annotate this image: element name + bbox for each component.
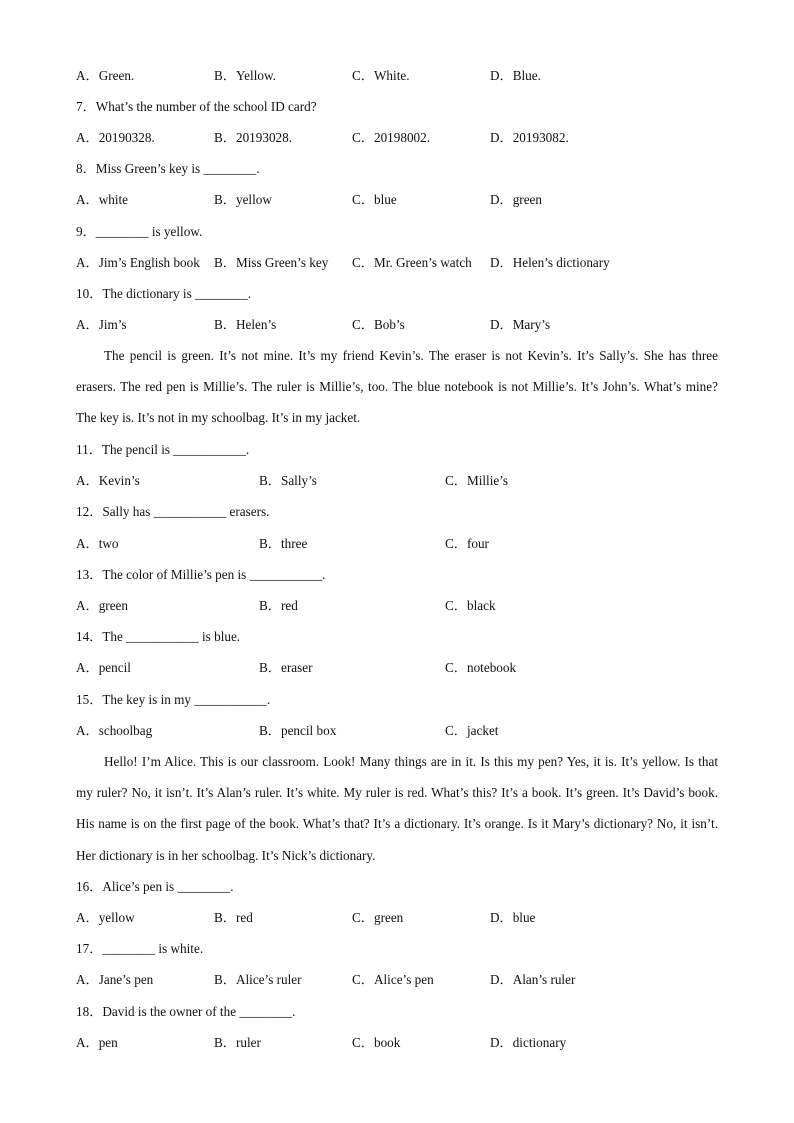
question-15-options xyxy=(76,721,718,741)
option-b: B．red xyxy=(214,910,253,925)
option-d: D．blue xyxy=(490,910,536,925)
option-c: C．20198002. xyxy=(352,130,431,145)
option-d: D．Blue. xyxy=(490,68,541,83)
option-d: D．dictionary xyxy=(490,1035,567,1050)
option-d: D．green xyxy=(490,192,542,207)
option-a: A．pen xyxy=(76,1035,118,1050)
question-stem: 12．Sally has ___________ erasers. xyxy=(76,504,270,519)
option-a: A．two xyxy=(76,536,119,551)
option-c: C．jacket xyxy=(445,723,499,738)
option-c: C．Mr. Green’s watch xyxy=(352,255,472,270)
question-stem: 7．What’s the number of the school ID card? xyxy=(76,99,317,114)
option-d: D．Alan’s ruler xyxy=(490,972,576,987)
option-c: C．blue xyxy=(352,192,397,207)
question-7-options xyxy=(76,128,718,148)
option-b: B．Sally’s xyxy=(259,473,317,488)
question-stem: 17．________ is white. xyxy=(76,941,204,956)
question-17-stem xyxy=(76,939,718,959)
question-9-options xyxy=(76,253,718,273)
option-a: A．pencil xyxy=(76,660,131,675)
option-a: A．Jane’s pen xyxy=(76,972,154,987)
question-16-stem xyxy=(76,877,718,897)
question-9-stem xyxy=(76,222,718,242)
option-c: C．book xyxy=(352,1035,401,1050)
option-c: C．Millie’s xyxy=(445,473,509,488)
question-6-options xyxy=(76,66,718,86)
option-c: C．Bob’s xyxy=(352,317,405,332)
option-a: A．Green. xyxy=(76,68,135,83)
question-12-stem xyxy=(76,502,718,522)
question-12-options xyxy=(76,534,718,554)
question-stem: 11．The pencil is ___________. xyxy=(76,442,250,457)
question-7-stem xyxy=(76,97,718,117)
option-c: C．black xyxy=(445,598,496,613)
option-a: A．20190328. xyxy=(76,130,155,145)
option-a: A．schoolbag xyxy=(76,723,153,738)
question-stem: 18．David is the owner of the ________. xyxy=(76,1004,296,1019)
option-a: A．Jim’s English book xyxy=(76,255,200,270)
option-b: B．Yellow. xyxy=(214,68,276,83)
option-c: C．green xyxy=(352,910,404,925)
question-15-stem xyxy=(76,690,718,710)
option-b: B．20193028. xyxy=(214,130,293,145)
option-c: C．White. xyxy=(352,68,410,83)
question-17-options xyxy=(76,970,718,990)
question-13-stem xyxy=(76,565,718,585)
option-b: B．three xyxy=(259,536,308,551)
question-11-stem xyxy=(76,440,718,460)
question-14-stem xyxy=(76,627,718,647)
option-b: B．Miss Green’s key xyxy=(214,255,329,270)
reading-passage: Hello! I’m Alice. This is our classroom. Look! Many things are in it. Is this my pen? Yes, it is. It’s yellow. Is that my ruler? No, it isn’t. It’s Alan’s ruler. It’s white. My ruler is red. What’s this? It’s a book. It’s green. It’s David’s book. His name is on the first page of the book. What’s that? It’s a dictionary. It’s orange. Is it Mary’s dictionary? No, it isn’t. Her dictionary is in her schoolbag. It’s Nick’s dictionary. xyxy=(76,754,718,863)
question-10-options xyxy=(76,315,718,335)
question-11-options xyxy=(76,471,718,491)
reading-passage: The pencil is green. It’s not mine. It’s my friend Kevin’s. The eraser is not Kevin’s. It’s Sally’s. She has three erasers. The red pen is Millie’s. The ruler is Millie’s, too. The blue notebook is not Millie’s. It’s John’s. What’s mine? The key is. It’s not in my schoolbag. It’s in my jacket. xyxy=(76,348,718,426)
question-13-options xyxy=(76,596,718,616)
option-c: C．four xyxy=(445,536,489,551)
question-stem: 8．Miss Green’s key is ________. xyxy=(76,161,260,176)
question-10-stem xyxy=(76,284,718,304)
option-c: C．Alice’s pen xyxy=(352,972,434,987)
question-stem: 13．The color of Millie’s pen is ___________. xyxy=(76,567,326,582)
option-b: B．pencil box xyxy=(259,723,337,738)
option-a: A．green xyxy=(76,598,128,613)
question-18-stem xyxy=(76,1002,718,1022)
option-d: D．Mary’s xyxy=(490,317,551,332)
option-b: B．ruler xyxy=(214,1035,261,1050)
question-8-stem xyxy=(76,159,718,179)
option-d: D．Helen’s dictionary xyxy=(490,255,610,270)
option-a: A．Kevin’s xyxy=(76,473,140,488)
option-d: D．20193082. xyxy=(490,130,569,145)
option-a: A．Jim’s xyxy=(76,317,127,332)
option-c: C．notebook xyxy=(445,660,517,675)
option-b: B．yellow xyxy=(214,192,272,207)
option-b: B．red xyxy=(259,598,298,613)
option-b: B．Alice’s ruler xyxy=(214,972,302,987)
question-stem: 15．The key is in my ___________. xyxy=(76,692,271,707)
option-b: B．Helen’s xyxy=(214,317,277,332)
question-stem: 14．The ___________ is blue. xyxy=(76,629,241,644)
question-16-options xyxy=(76,908,718,928)
question-18-options xyxy=(76,1033,718,1053)
question-8-options xyxy=(76,190,718,210)
option-a: A．white xyxy=(76,192,129,207)
option-b: B．eraser xyxy=(259,660,313,675)
question-stem: 16．Alice’s pen is ________. xyxy=(76,879,234,894)
question-14-options xyxy=(76,658,718,678)
question-stem: 10．The dictionary is ________. xyxy=(76,286,252,301)
option-a: A．yellow xyxy=(76,910,135,925)
question-stem: 9．________ is yellow. xyxy=(76,224,203,239)
